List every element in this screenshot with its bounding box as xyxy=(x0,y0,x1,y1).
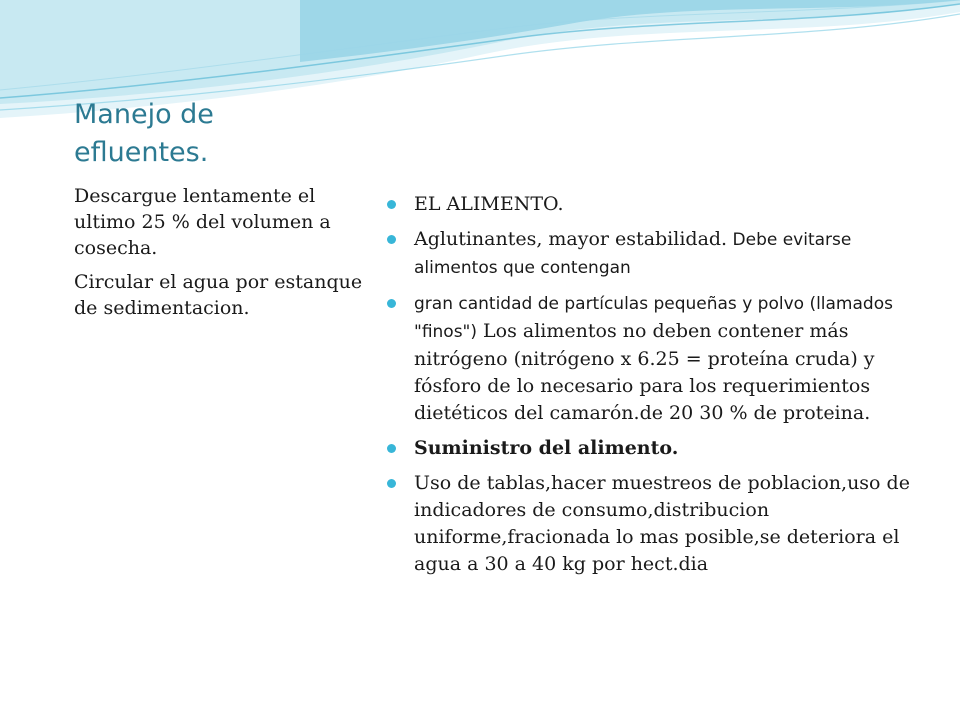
bullet-dot-icon xyxy=(387,235,396,244)
bullet-text-debe-evitarse: Debe evitarse alimentos que contengan xyxy=(414,230,852,278)
slide-title-line-1: Manejo de xyxy=(74,99,214,130)
left-paragraph-1: Descargue lentamente el ultimo 25 % del volumen a cosecha. xyxy=(74,185,331,259)
bullet-dot-icon xyxy=(387,479,396,488)
bullet-item-particulas xyxy=(387,290,917,427)
left-text-column xyxy=(74,183,366,329)
bullet-text-aglutinantes: Aglutinantes, mayor estabilidad. xyxy=(414,228,728,250)
bullet-text-suministro: Suministro del alimento. xyxy=(414,437,679,459)
left-paragraph-2: Circular el agua por estanque de sedimentacion. xyxy=(74,271,363,319)
bullet-list xyxy=(387,191,917,578)
slide-title xyxy=(74,96,374,172)
slide-title-line-2: efluentes. xyxy=(74,137,209,168)
right-bullet-column xyxy=(387,191,917,586)
bullet-dot-icon xyxy=(387,444,396,453)
bullet-item-aglutinantes xyxy=(387,226,917,282)
bullet-dot-icon xyxy=(387,299,396,308)
bullet-item-suministro xyxy=(387,435,917,462)
bullet-dot-icon xyxy=(387,200,396,209)
bullet-item-uso-de-tablas xyxy=(387,470,917,578)
bullet-text-el-alimento: EL ALIMENTO. xyxy=(414,193,564,215)
bullet-text-nitrogeno: Los alimentos no deben contener más nitrógeno (nitrógeno x 6.25 = proteína cruda) y fósforo de lo necesario para los requerimientos dietéticos del camarón.de 20 30 % de proteina. xyxy=(414,320,875,424)
bullet-text-particulas: gran cantidad de partículas pequeñas y polvo (llamados "finos") xyxy=(414,294,893,342)
bullet-item-el-alimento xyxy=(387,191,917,218)
bullet-text-uso-de-tablas: Uso de tablas,hacer muestreos de poblacion,uso de indicadores de consumo,distribucion uniforme,fracionada lo mas posible,se deteriora el agua a 30 a 40 kg por hect.dia xyxy=(414,472,910,575)
